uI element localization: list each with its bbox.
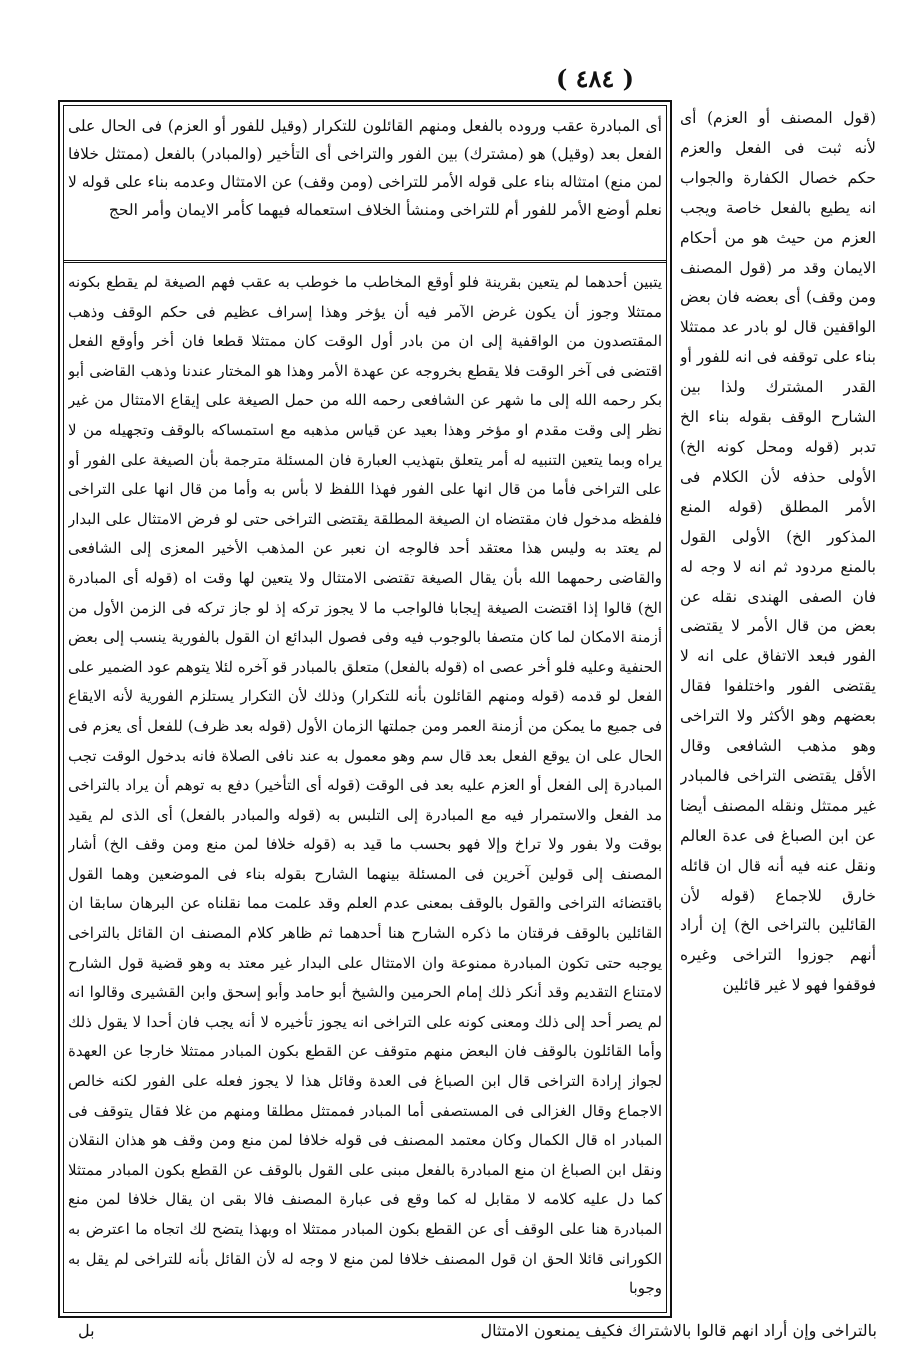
footer-catchword: بل (78, 1321, 95, 1340)
main-text-frame (58, 100, 672, 1318)
page-footer (78, 1318, 877, 1344)
margin-commentary-column: (قول المصنف أو العزم) أى لأنه ثبت فى الفعل والعزم حكم خصال الكفارة والجواب انه يطيع بالفعل خاصة ويجب العزم من حيث هو من أحكام الايمان وقد مر (قول المصنف ومن وقف) أى بعضه فان بعض الواقفين قال لو بادر عد ممتثلا بناء على توقفه فى انه للفور أو القدر المشترك ولذا بين الشارح الوقف بقوله بناء الخ تدبر (قوله ومحل كونه الخ) الأولى حذفه لأن الكلام فى الأمر المطلق (قوله المنع المذكور الخ) الأولى القول بالمنع مردود ثم انه لا وجه له فان الصفى الهندى نقله عن بعض من قال الأمر لا يقتضى الفور فبعد الاتفاق على انه لا يقتضى الفور واختلفوا فقال بعضهم وهو الأكثر ولا التراخى وهو مذهب الشافعى وقال الأقل يقتضى التراخى فالمبادر غير ممتثل ونقله المصنف أيضا عن ابن الصباغ فى عدة العالم ونقل عنه فيه أنه قال ان قائله خارق للاجماع (قوله لأن القائلين بالتراخى الخ) إن أراد أنهم جوزوا التراخى وغيره فوقفوا فهو لا غير قائلين (680, 109, 876, 995)
main-commentary-text: يتبين أحدهما لم يتعين بقرينة فلو أوقع المخاطب ما خوطب به عقب فهم الصيغة لم يقطع بكونه ممتثلا وجوز أن يكون غرض الآمر فيه أن يؤخر وهذا إسراف عظيم فى حكم الوقف وذهب المقتصدون من الواقفية إلى ان من بادر أول الوقت كان ممتثلا قطعا فان أخر وأوقع الفعل اقتضى فى آخر الوقت فلا يقطع بخروجه عن عهدة الأمر وهذا هو المختار عندنا وذهب القاضى أبو بكر رحمه الله إلى ما شهر عن الشافعى رحمه الله من حمل الصيغة على إيقاع الامتثال من غير نظر إلى وقت مقدم او مؤخر وهذا بعيد عن قياس مذهبه مع استمساكه بالوقف وتجهيله من لا يراه وبما يتعين التنبيه له أمر يتعلق بتهذيب العبارة فان المسئلة مترجمة بأن الصيغة على الفور أو على التراخى فأما من قال انها على الفور فهذا اللفظ لا بأس به وأما من قال انها على التراخى فلفظه مدخول فان مقتضاه ان الصيغة المطلقة يقتضى التراخى حتى لو فرض الامتثال على البدار لم يعتد به وليس هذا معتقد أحد فالوجه ان نعبر عن المذهب الأخير المعزى إلى الشافعى والقاضى رحمهما الله بأن يقال الصيغة تقتضى الامتثال ولا يتعين لها وقت اه (قوله أى المبادرة الخ) قالوا إذا اقتضت الصيغة إيجابا فالواجب ما لا يجوز تركه إذ لو جاز تركه فى الزمن الأول من أزمنة الامكان لما كان متصفا بالوجوب فيه وفى فصول البدائع ان القول بالفورية ينسب إلى بعض الحنفية وعليه فلو أخر عصى اه (قوله بالفعل) متعلق بالمبادر قو آخره لئلا يتوهم عود الضمير على الفعل لو قدمه (قوله ومنهم القائلون بأنه للتكرار) وذلك لأن التكرار يستلزم الفورية لأنه الايقاع فى جميع ما يمكن من أزمنة العمر ومن جملتها الزمان الأول (قوله بعد ظرف) للفعل أى يعزم فى الحال على ان يوقع الفعل بعد قال سم وهو معمول به عند نافى الصلاة فانه بدخول الوقت تجب المبادرة إلى الفعل أو العزم عليه بعد فى الوقت (قوله أى التأخير) دفع به توهم أن يراد بالتراخى مد الفعل والاستمرار فيه مع المبادرة إلى التلبس به (قوله والمبادر بالفعل) أى الذى لم يقيد بوقت ولا بفور ولا تراخ وإلا فهو بحسب ما قيد به (قوله خلافا لمن منع ومن وقف الخ) أشار المصنف إلى قولين آخرين فى المسئلة بينهما الشارح بقوله بناء فى الموضعين وهما القول باقتضائه التراخى والقول بالوقف بمعنى عدم العلم وقد علمت مما نقلناه عن البرهان سابقا ان القائلين بالوقف فرقتان ما ذكره الشارح هنا أحدهما ثم ظاهر كلام المصنف ان القائل بالتراخى يوجبه حتى تكون المبادرة ممنوعة وان الامتثال على البدار غير معتد به وهو قضية قول الشارح لامتناع التقديم وقد أنكر ذلك إمام الحرمين والشيخ أبو حامد وأبو إسحق وابن القشيرى وقالوا انه لم يصر أحد إلى ذلك ومعنى كونه على التراخى انه يجوز تأخيره لا أنه يجب فان أحدا لا يقول ذلك وأما القائلون بالوقف فان البعض منهم متوقف عن القطع بكون المبادر ممتثلا خارجا عن العهدة لجواز إرادة التراخى قال ابن الصباغ فى العدة وقائل هذا لا يجوز فعله على الفور لكنه خالص الاجماع وقال الغزالى فى المستصفى أما المبادر فممتثل مطلقا ومنهم من غلا فقال يتوقف فى المبادر اه قال الكمال وكان معتمد المصنف فى قوله خلافا لمن منع ومن وقف هو هذان النقلان ونقل ابن الصباغ ان منع المبادرة بالفعل مبنى على القول بالوقف عن القطع بكون المبادر ممتثلا كما دل عليه كلامه لا مقابل له كما وقع فى عبارة المصنف فالا بقى ان يقال خلافا لمن منع المبادرة هنا على الوقف أى عن القطع بكون المبادر ممتثلا اه وبهذا يتضح لك اتجاه ما اعترض به الكورانى قائلا الحق ان قول المصنف خلافا لمن منع لا وجه له لأن القائل بأنه للتراخى لم يقل به وجوبا (68, 273, 662, 1298)
footer-continuation-text: بالتراخى وإن أراد انهم قالوا بالاشتراك فكيف يمنعون الامتثال (480, 1321, 877, 1340)
main-top-text: أى المبادرة عقب وروده بالفعل ومنهم القائلون للتكرار (وقيل للفور أو العزم) فى الحال على الفعل بعد (وقيل) هو (مشترك) بين الفور والتراخى أى التأخير (والمبادر) بالفعل (ممتثل خلافا لمن منع) امتثاله بناء على قوله الأمر للتراخى (ومن وقف) عن الامتثال وعدمه بناء على قوله لا نعلم أوضع الأمر للفور أم للتراخى ومنشأ الخلاف استعماله فيهما كأمر الايمان وأمر الحج (68, 117, 662, 219)
section-divider (64, 260, 666, 263)
page-number: ( ٤٨٤ ) (555, 64, 635, 93)
